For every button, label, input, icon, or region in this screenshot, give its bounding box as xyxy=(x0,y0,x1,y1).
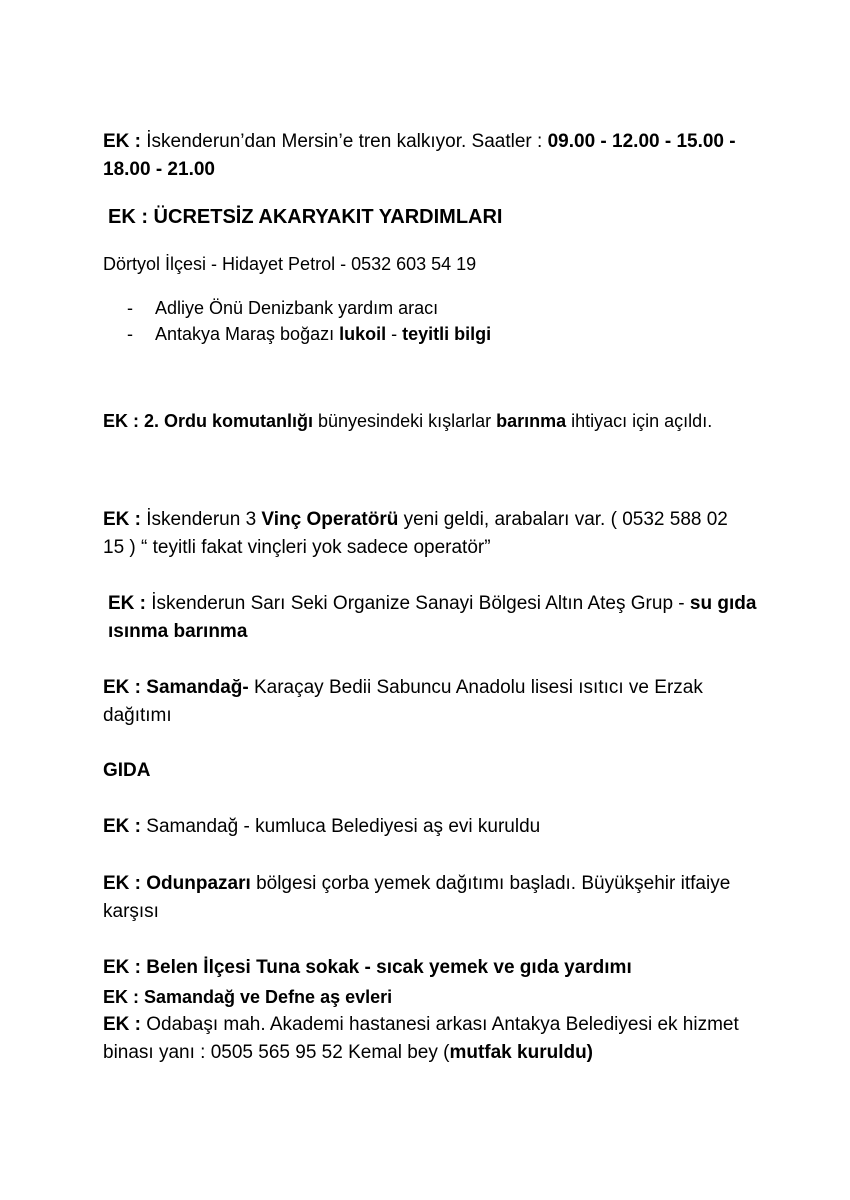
bold-text: EK : xyxy=(103,1014,147,1035)
list-dash: - xyxy=(127,298,133,318)
text-run: Odabaşı mah. Akademi hastanesi arkası Antakya Belediyesi ek hizmet binası yanı : 0505 565 95 52 Kemal bey ( xyxy=(103,1014,739,1063)
bold-text: GIDA xyxy=(103,760,151,781)
bold-text: EK : xyxy=(108,593,152,614)
text-run: yeni geldi, arabaları var. ( 0532 588 02 15 ) “ teyitli fakat vinçleri yok sadece operatör” xyxy=(103,509,728,558)
bold-text: EK : xyxy=(103,816,147,837)
akaryakit-heading xyxy=(108,203,758,231)
bold-text: EK : Odunpazarı xyxy=(103,873,251,894)
text-run: Samandağ - kumluca Belediyesi aş evi kuruldu xyxy=(146,816,541,837)
text-run: ihtiyacı için açıldı. xyxy=(566,411,713,431)
ordu-paragraph xyxy=(103,408,753,434)
text-run: Antakya Maraş boğazı xyxy=(155,324,340,344)
samandag-paragraph xyxy=(103,674,753,730)
bold-text: EK : Samandağ ve Defne aş evleri xyxy=(103,987,393,1007)
text-run: Karaçay Bedii Sabuncu Anadolu lisesi ısıtıcı ve Erzak dağıtımı xyxy=(103,677,703,726)
text-run: - xyxy=(386,324,403,344)
odabasi-paragraph xyxy=(103,1011,753,1067)
bold-text: mutfak kuruldu) xyxy=(449,1042,594,1063)
text-run: İskenderun’dan Mersin’e tren kalkıyor. Saatler : xyxy=(146,131,548,152)
text-run: bünyesindeki kışlarlar xyxy=(313,411,497,431)
list-item xyxy=(127,321,727,347)
odunpazari-paragraph xyxy=(103,870,753,926)
kumluca-paragraph xyxy=(103,813,753,841)
tren-paragraph xyxy=(103,128,753,184)
bold-text: lukoil xyxy=(339,324,387,344)
list-dash: - xyxy=(127,324,133,344)
text-run: Adliye Önü Denizbank yardım aracı xyxy=(155,298,439,318)
bold-text: EK : ÜCRETSİZ AKARYAKIT YARDIMLARI xyxy=(108,206,503,228)
gida-heading xyxy=(103,757,753,785)
sariseki-paragraph xyxy=(108,590,758,646)
bold-text: su gıda ısınma barınma xyxy=(108,593,757,642)
bold-text: 09.00 - 12.00 - 15.00 - 18.00 - 21.00 xyxy=(103,131,736,180)
dortyol-paragraph xyxy=(103,251,753,277)
text-run: bölgesi çorba yemek dağıtımı başladı. Büyükşehir itfaiye karşısı xyxy=(103,873,731,922)
defne-paragraph xyxy=(103,984,753,1010)
bold-text: Vinç Operatörü xyxy=(261,509,399,530)
bold-text: EK : xyxy=(103,509,147,530)
bold-text: EK : Samandağ- xyxy=(103,677,254,698)
list-item xyxy=(127,295,727,321)
belen-paragraph xyxy=(103,954,753,982)
bold-text: EK : Belen İlçesi Tuna sokak - sıcak yemek ve gıda yardımı xyxy=(103,957,632,978)
text-run: İskenderun 3 xyxy=(146,509,262,530)
bold-text: teyitli bilgi xyxy=(402,324,492,344)
vinc-paragraph xyxy=(103,506,753,562)
bold-text: EK : xyxy=(103,131,147,152)
bold-text: EK : 2. Ordu komutanlığı xyxy=(103,411,314,431)
text-run: Dörtyol İlçesi - Hidayet Petrol - 0532 603 54 19 xyxy=(103,254,477,274)
text-run: İskenderun Sarı Seki Organize Sanayi Bölgesi Altın Ateş Grup - xyxy=(151,593,690,614)
bold-text: barınma xyxy=(496,411,567,431)
